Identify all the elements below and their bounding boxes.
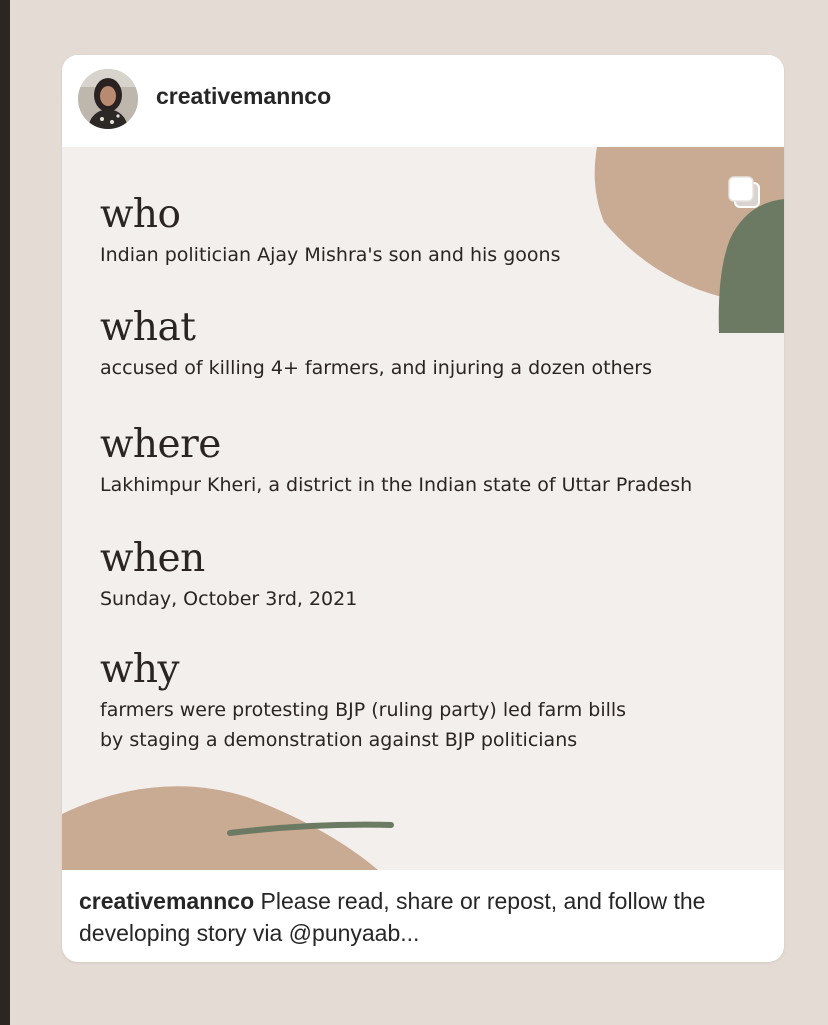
section-heading: what [100,305,196,350]
section-what [100,305,653,383]
section-where [100,422,693,500]
section-detail: Lakhimpur Kheri, a district in the Indian state of Uttar Pradesh [100,474,693,496]
left-edge-strip [0,0,10,1025]
section-detail: Sunday, October 3rd, 2021 [100,588,358,610]
avatar[interactable] [78,69,138,129]
multiple-images-icon [726,174,762,210]
post-header [62,55,784,147]
section-heading: where [100,422,221,467]
caption-text: Please read, share or repost, and follow the developing story via @punyaab... [79,888,706,946]
section-detail: accused of killing 4+ farmers, and injuring a dozen others [100,357,653,379]
section-detail: Indian politician Ajay Mishra's son and his goons [100,244,561,266]
section-heading: who [100,192,181,237]
section-detail: by staging a demonstration against BJP politicians [100,729,578,751]
section-detail: farmers were protesting BJP (ruling party) led farm bills [100,699,627,721]
section-why [100,647,627,755]
section-who [100,192,561,270]
avatar-photo [78,69,138,129]
section-heading: when [100,536,205,581]
post-card [62,55,784,962]
post-caption[interactable] [79,885,769,949]
section-heading: why [100,647,180,692]
section-when [100,536,358,614]
caption-username[interactable]: creativemannco [79,888,255,914]
post-image-slide[interactable] [62,147,784,870]
post-username[interactable]: creativemannco [156,83,332,109]
